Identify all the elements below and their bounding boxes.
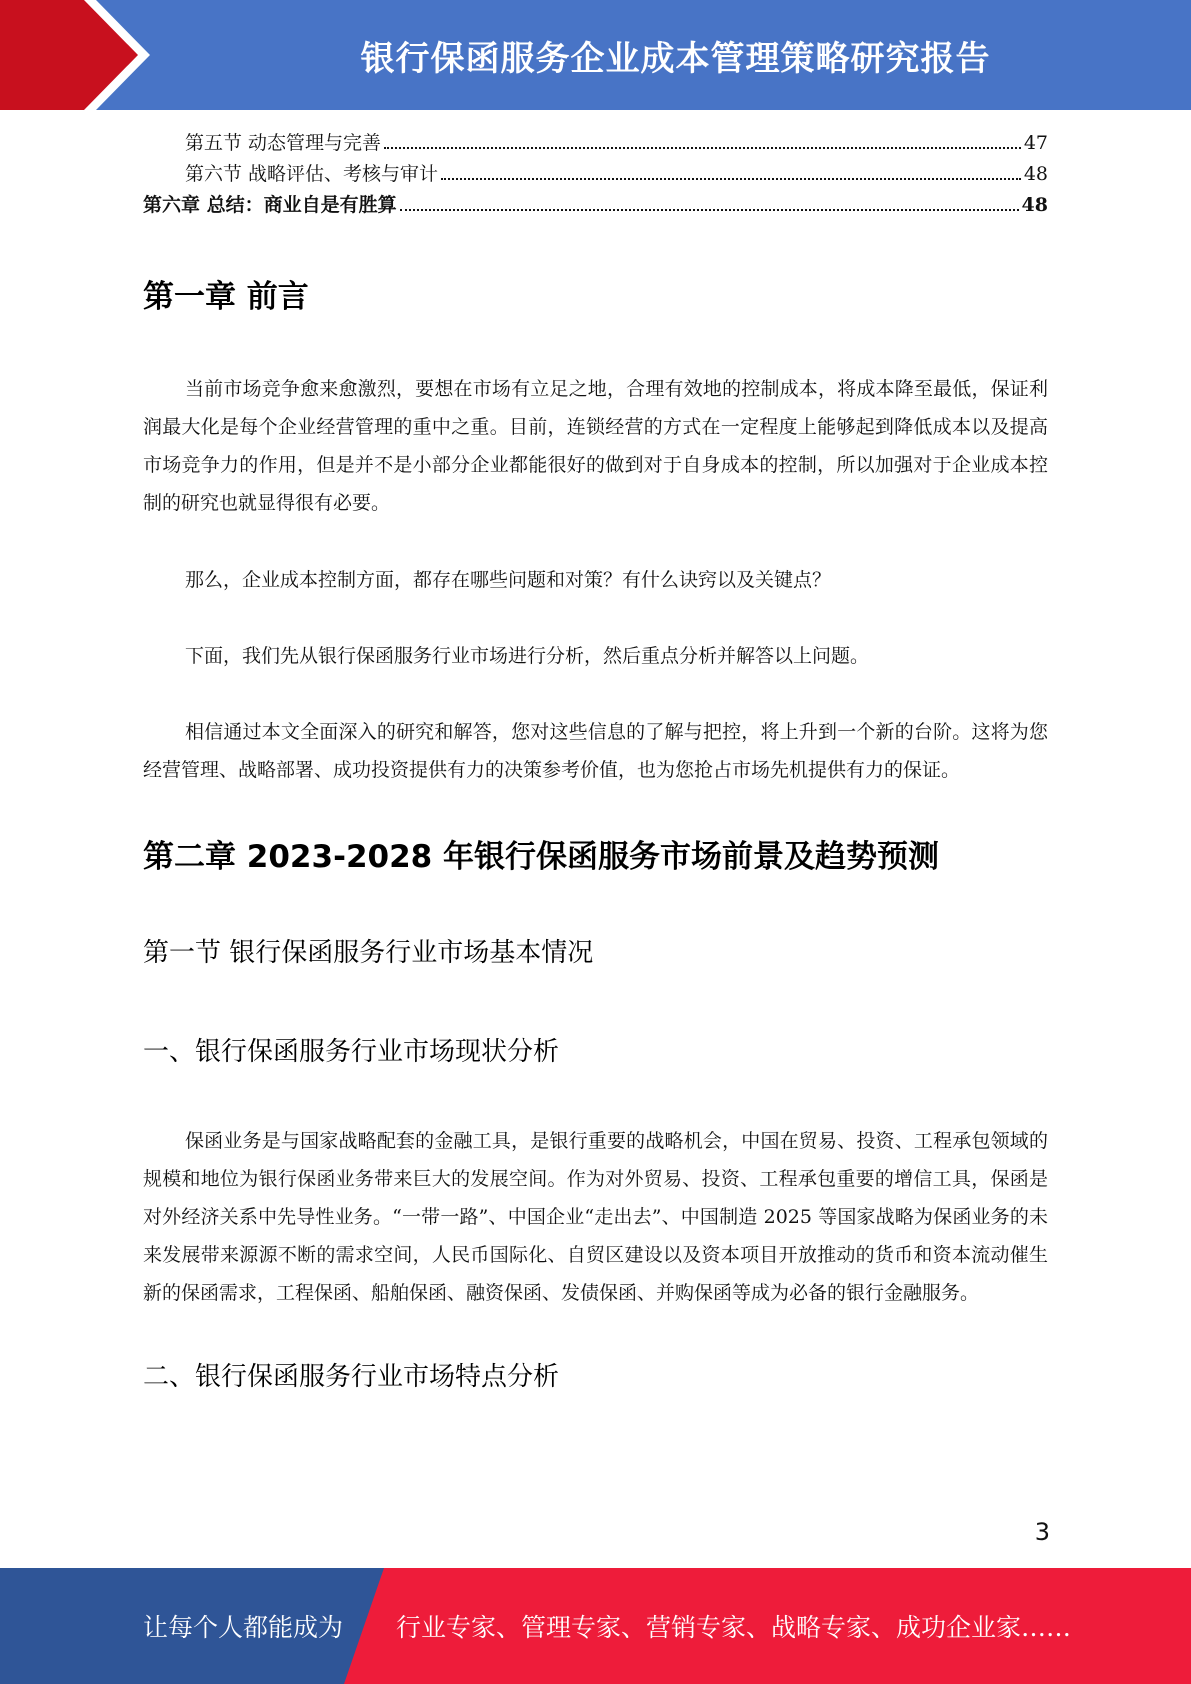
header-chevron-arrow [0, 0, 150, 110]
paragraph: 下面，我们先从银行保函服务行业市场进行分析，然后重点分析并解答以上问题。 [185, 645, 870, 667]
paragraph: 当前市场竞争愈来愈激烈，要想在市场有立足之地，合理有效地的控制成本，将成本降至最低，保证利润最大化是每个企业经营管理的重中之重。目前，连锁经营的方式在一定程度上能够起到降低成本以及提高市场竞争力的作用，但是并不是小部分企业都能很好的做到对于自身成本的控制，所以加强对于企业成本控制的研究也就显得很有必要。 [143, 378, 1048, 514]
chapter-heading: 第一章 前言 [143, 279, 309, 315]
subsection-heading: 一、银行保函服务行业市场现状分析 [143, 1037, 560, 1067]
paragraph: 保函业务是与国家战略配套的金融工具，是银行重要的战略机会，中国在贸易、投资、工程承包领域的规模和地位为银行保函业务带来巨大的发展空间。作为对外贸易、投资、工程承包重要的增信工具，保函是对外经济关系中先导性业务。“一带一路”、中国企业“走出去”、中国制造 2025 等国家战略为保函业务的未来发展带来源源不断的需求空间，人民币国际化、自贸区建设以及资本项目开放推动的货币和资本流动催生新的保函需求，工程保函、船舶保函、融资保函、发债保函、并购保函等成为必备的银行金融服务。 [143, 1130, 1048, 1304]
toc-entry[interactable] [143, 190, 1048, 221]
toc-entry-page: 48 [1021, 194, 1048, 216]
chapter-heading: 第二章 2023-2028 年银行保函服务市场前景及趋势预测 [143, 839, 940, 875]
toc-leader-dots [441, 177, 1021, 180]
toc-entry-title: 第六节 战略评估、考核与审计 [185, 163, 439, 185]
report-title: 银行保函服务企业成本管理策略研究报告 [360, 38, 991, 79]
footer-slogan-right: 行业专家、管理专家、营销专家、战略专家、成功企业家…… [396, 1613, 1072, 1642]
subsection-heading: 二、银行保函服务行业市场特点分析 [143, 1362, 560, 1392]
table-of-contents [143, 128, 1048, 221]
document-body [143, 128, 1048, 1393]
paragraph: 相信通过本文全面深入的研究和解答，您对这些信息的了解与把控，将上升到一个新的台阶。这将为您经营管理、战略部署、成功投资提供有力的决策参考价值，也为您抢占市场先机提供有力的保证。 [143, 721, 1048, 781]
toc-entry-page: 47 [1023, 132, 1048, 154]
toc-entry-title: 第六章 总结：商业自是有胜算 [143, 194, 397, 216]
toc-entry-page: 48 [1023, 163, 1048, 185]
footer-slogan-left: 让每个人都能成为 [143, 1613, 344, 1642]
page-footer [0, 1568, 1191, 1684]
toc-entry[interactable] [143, 128, 1048, 159]
page-header [0, 0, 1191, 110]
paragraph: 那么，企业成本控制方面，都存在哪些问题和对策？有什么诀窍以及关键点？ [185, 569, 832, 591]
page-number: 3 [1034, 1518, 1050, 1546]
toc-leader-dots [400, 208, 1019, 211]
toc-entry-title: 第五节 动态管理与完善 [185, 132, 382, 154]
toc-entry[interactable] [143, 159, 1048, 190]
toc-leader-dots [384, 146, 1021, 149]
section-heading: 第一节 银行保函服务行业市场基本情况 [143, 938, 594, 968]
